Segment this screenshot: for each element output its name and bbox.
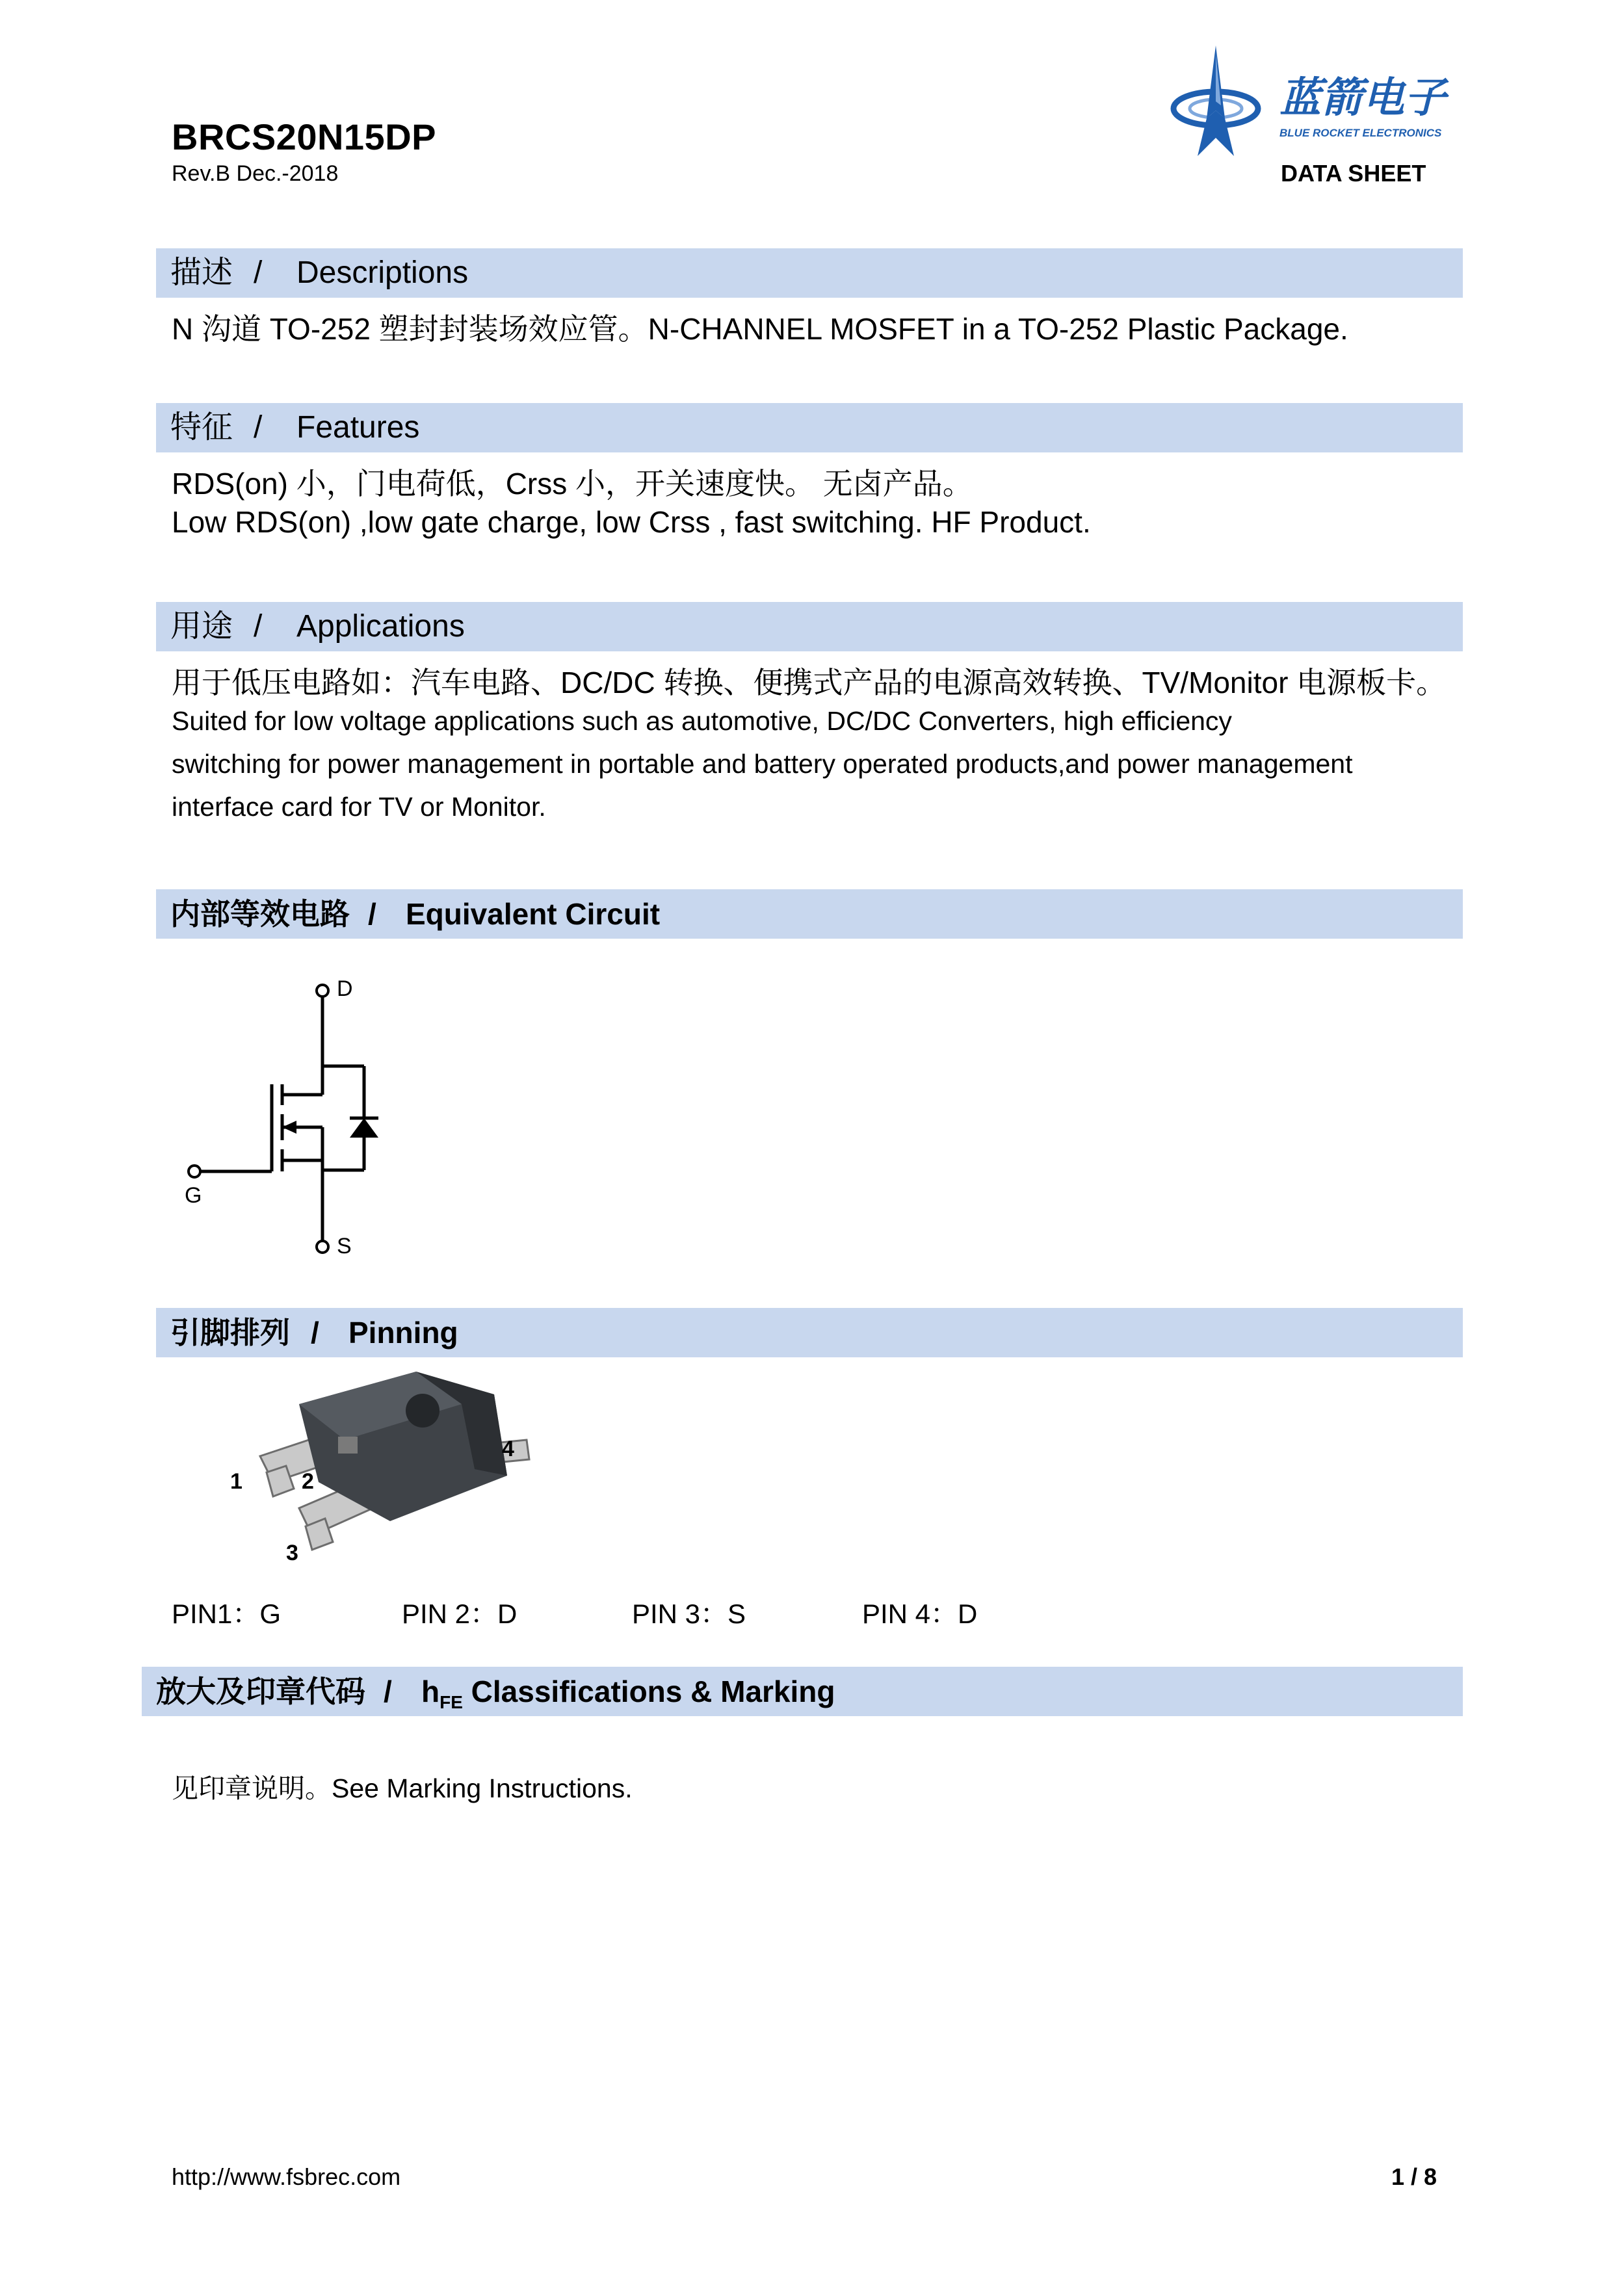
section-title-cn: 内部等效电路 [170, 897, 350, 931]
label-gate: G [185, 1183, 202, 1208]
label-source: S [337, 1234, 352, 1259]
applications-line-en-1: Suited for low voltage applications such as automotive, DC/DC Converters, high efficiency [172, 706, 1232, 736]
pin-assignment-3: PIN 3：S [632, 1598, 746, 1629]
section-header-marking [142, 1667, 1463, 1716]
section-header-pinning [156, 1308, 1463, 1357]
section-title-cn: 放大及印章代码 [156, 1675, 365, 1708]
pin-assignment-1: PIN1：G [172, 1598, 282, 1629]
section-separator: / [368, 897, 376, 931]
section-title-cn: 用途 [170, 609, 233, 644]
section-title-en [421, 1667, 835, 1727]
section-separator: / [254, 410, 263, 445]
hfe-subscript: FE [439, 1692, 463, 1713]
pin-assignment-4: PIN 4：D [862, 1598, 978, 1629]
label-drain: D [337, 976, 353, 1001]
pin-label-3: 3 [286, 1541, 298, 1565]
pin-label-4: 4 [502, 1437, 514, 1461]
features-line-cn: RDS(on) 小，门电荷低，Crss 小，开关速度快。 无卤产品。 [172, 467, 973, 501]
marking-body: 见印章说明。See Marking Instructions. [172, 1773, 633, 1803]
marking-title-text: Classifications & Marking [462, 1675, 835, 1708]
equivalent-circuit-diagram [176, 969, 436, 1268]
package-image-to252 [221, 1359, 559, 1573]
pin-label-1: 1 [230, 1469, 243, 1494]
pin-assignment-2: PIN 2：D [402, 1598, 518, 1629]
section-separator: / [311, 1316, 319, 1350]
section-title-en: Applications [296, 609, 465, 644]
features-line-en: Low RDS(on) ,low gate charge, low Crss , fast switching. HF Product. [172, 505, 1091, 539]
applications-line-cn: 用于低压电路如：汽车电路、DC/DC 转换、便携式产品的电源高效转换、TV/Monitor 电源板卡。 [172, 666, 1447, 699]
applications-line-en-2: switching for power management in portable and battery operated products,and power management [172, 749, 1353, 779]
descriptions-body: N 沟道 TO-252 塑封封装场效应管。N-CHANNEL MOSFET in a TO-252 Plastic Package. [172, 312, 1348, 346]
section-separator: / [384, 1675, 392, 1708]
section-header-circuit [156, 889, 1463, 939]
section-title-en: Features [296, 410, 420, 445]
hfe-symbol: h [421, 1675, 440, 1708]
section-title-en: Descriptions [296, 255, 469, 290]
part-number: BRCS20N15DP [172, 116, 436, 157]
section-title-cn: 特征 [170, 410, 233, 445]
revision: Rev.B Dec.-2018 [172, 161, 339, 186]
section-separator: / [254, 255, 263, 290]
section-title-en: Equivalent Circuit [406, 897, 661, 931]
pin-label-2: 2 [302, 1469, 314, 1494]
section-header-features [156, 403, 1463, 452]
section-title-cn: 引脚排列 [170, 1316, 290, 1350]
page-number: 1 / 8 [1391, 2163, 1437, 2190]
footer-url[interactable]: http://www.fsbrec.com [172, 2163, 401, 2190]
section-separator: / [254, 609, 263, 644]
svg-text:蓝箭电子: 蓝箭电子 [1279, 74, 1446, 122]
section-title-cn: 描述 [170, 255, 233, 290]
svg-text:BLUE ROCKET ELECTRONICS: BLUE ROCKET ELECTRONICS [1279, 127, 1442, 139]
section-header-applications [156, 602, 1463, 651]
doc-type: DATA SHEET [1281, 160, 1426, 187]
section-title-en: Pinning [348, 1316, 458, 1350]
section-header-descriptions [156, 248, 1463, 298]
applications-line-en-3: interface card for TV or Monitor. [172, 792, 546, 822]
company-logo [1170, 40, 1469, 164]
